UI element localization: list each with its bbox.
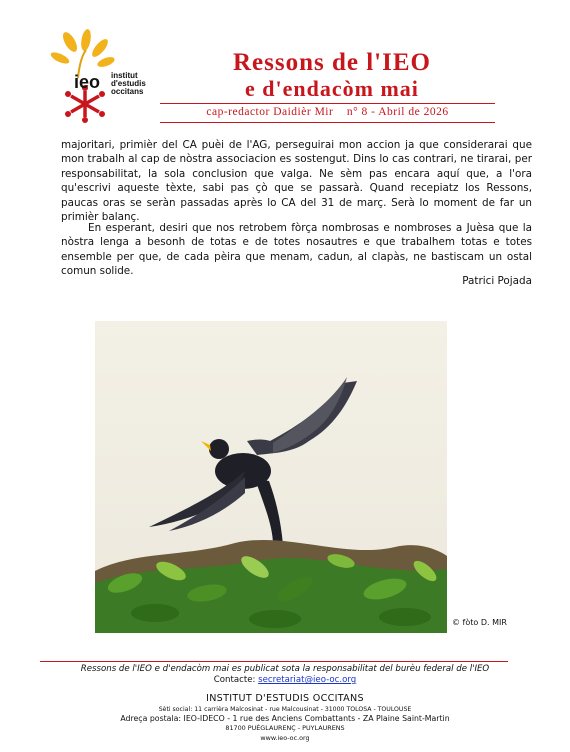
body-paragraph-2: En esperant, desiri que nos retrobem fòrça nombrosas e nombroses a Juèsa que la nòstra lenga a besonh de totas e de totes nosautres e que trabalhem totas e totes ensemble per que, de cada pèira que menam, cadun, al clapàs, ne bastiscam un ostal comun solide. (61, 222, 532, 278)
contact-label: Contacte: (213, 675, 259, 685)
footer-org-name: INSTITUT D'ESTUDIS OCCITANS (206, 693, 364, 704)
logo-leaves-icon (49, 28, 116, 78)
header-rule-top (160, 103, 495, 104)
footer-postal-city: 81700 PUÈGLAURENÇ - PUYLAURENS (225, 724, 345, 732)
footer-postal-address: Adreça postala: IEO-IDECO - 1 rue des Anciens Combattants - ZA Plaine Saint-Martin (120, 714, 450, 723)
footer-disclaimer: Ressons de l'IEO e d'endacòm mai es publicat sota la responsabilitat del burèu federal de l'IEO (80, 664, 490, 674)
logo-line-3: occitans (111, 87, 144, 96)
logo-line-2: d'estudis (111, 79, 146, 88)
issue-subtitle: cap-redactor Daidièr Mir n° 8 - Abril de 2026 (206, 106, 449, 118)
footer-contact (0, 675, 570, 685)
photo-credit: © fòto D. MIR (452, 618, 507, 627)
contact-email-link[interactable]: secretariat@ieo-oc.org (258, 675, 357, 685)
body-paragraph-1: majoritari, primièr del CA puèi de l'AG, perseguirai mon accion ja que considerarai que mon trabalh al cap de nòstra associacion es sostengut. Dins lo cas contrari, ne tirarai, per responsabilitat, la sola conclusion que valga. Ne sèm pas encara aquí que, a l'ora qu'escrivi aqueste tèxte, sabi pas çò que se passarà. Quand recepiatz los Ressons, paucas oras se seràn passadas après lo CA del 31 de març. Serà lo moment de far un primièr balanç. (61, 139, 532, 224)
blackbird-photo (95, 321, 447, 633)
logo-line-1: institut (111, 71, 138, 80)
newsletter-title-line-2: e d'endacòm mai (245, 76, 419, 101)
ieo-logo (48, 28, 160, 124)
header-rule-bottom (160, 122, 495, 123)
author-signature: Patrici Pojada (462, 275, 532, 287)
newsletter-title-line-1: Ressons de l'IEO (233, 49, 431, 76)
logo-abbrev: ieo (74, 72, 101, 92)
footer-seti-social: Sèti social: 11 carrièra Malcosinat - rue Malcousinat - 31000 TOLOSA - TOULOUSE (158, 706, 412, 713)
footer-rule (40, 661, 508, 662)
footer-website[interactable]: www.ieo-oc.org (260, 734, 310, 742)
